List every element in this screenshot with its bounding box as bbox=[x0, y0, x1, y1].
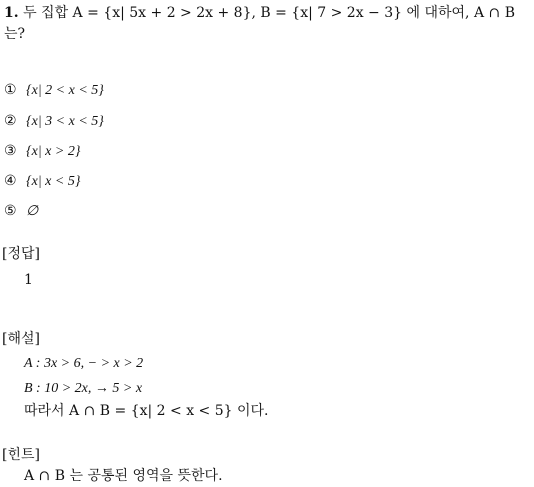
explanation-label: [해설] bbox=[2, 331, 40, 347]
option-marker: ⑤ bbox=[4, 203, 17, 219]
explanation-line-1: A : 3x > 6, − > x > 2 bbox=[24, 356, 144, 371]
option-text: {x| x > 2} bbox=[26, 144, 81, 159]
hint-label: [힌트] bbox=[2, 447, 40, 463]
option-2[interactable] bbox=[4, 111, 104, 132]
option-marker: ③ bbox=[4, 143, 17, 159]
explanation-line-2: B : 10 > 2x, → 5 > x bbox=[24, 381, 143, 396]
hint-text: A ∩ B 는 공통된 영역을 뜻한다. bbox=[24, 468, 223, 484]
option-text: ∅ bbox=[26, 204, 39, 219]
option-3[interactable] bbox=[4, 141, 80, 162]
option-text: {x| 3 < x < 5} bbox=[26, 114, 104, 129]
option-marker: ② bbox=[4, 113, 17, 129]
option-marker: ① bbox=[4, 82, 17, 98]
answer-value: 1 bbox=[24, 272, 33, 288]
option-text: {x| x < 5} bbox=[26, 174, 81, 189]
answer-label: [정답] bbox=[2, 246, 40, 262]
option-5[interactable] bbox=[4, 201, 38, 222]
question-number: 1. bbox=[4, 5, 19, 21]
option-4[interactable] bbox=[4, 171, 80, 192]
question-line-2: 는? bbox=[4, 26, 26, 42]
question-text: 두 집합 A = {x| 5x + 2 > 2x + 8}, B = {x| 7 > 2x − 3} 에 대하여, A ∩ B bbox=[23, 5, 515, 21]
option-marker: ④ bbox=[4, 173, 17, 189]
option-text: {x| 2 < x < 5} bbox=[26, 83, 104, 98]
explanation-line-3: 따라서 A ∩ B = {x| 2 < x < 5} 이다. bbox=[24, 403, 269, 419]
option-1[interactable] bbox=[4, 80, 104, 101]
question-line-1 bbox=[4, 2, 515, 24]
